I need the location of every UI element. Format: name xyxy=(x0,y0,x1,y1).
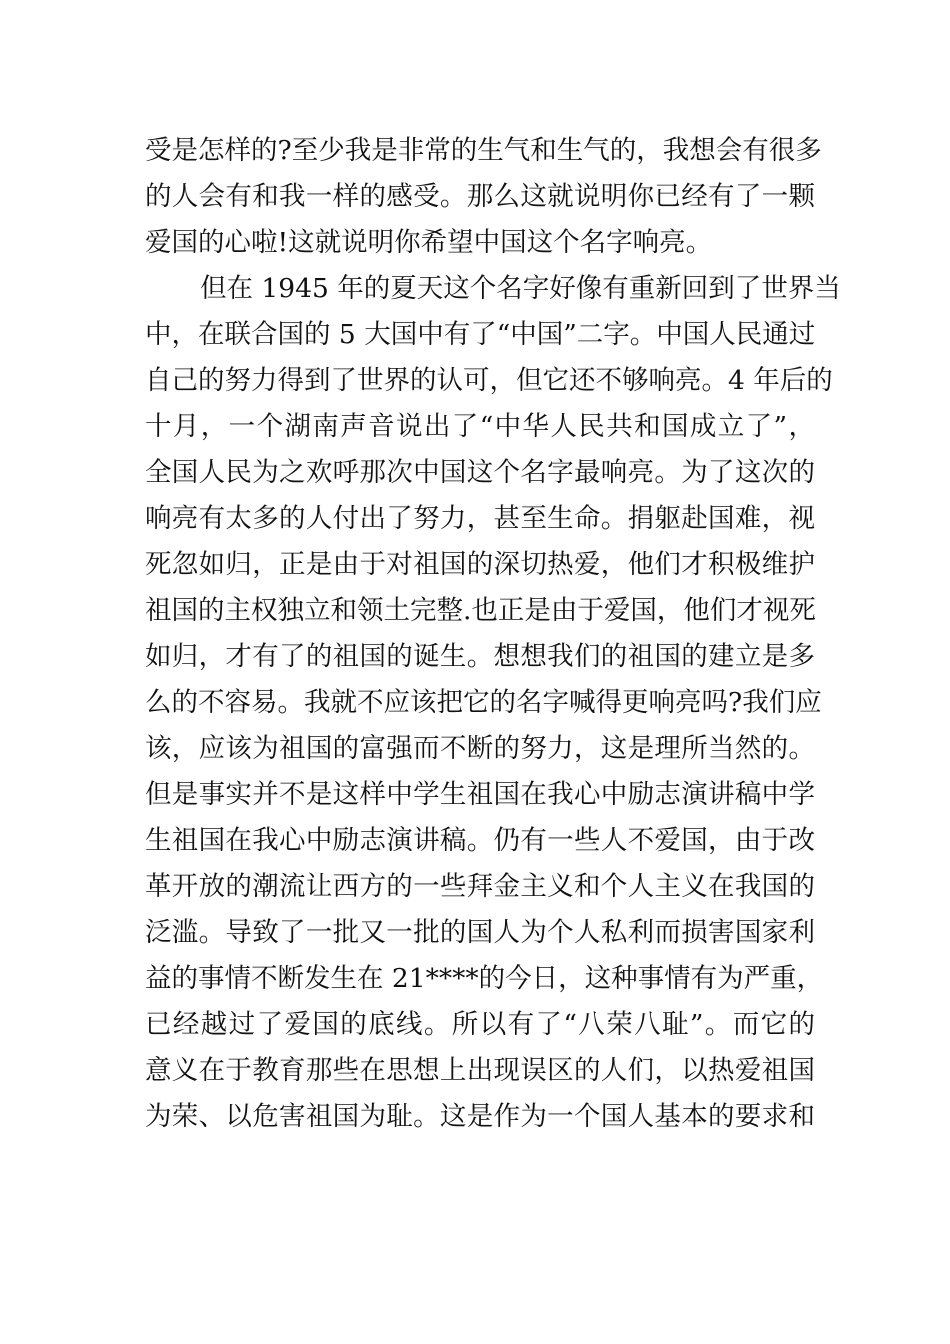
text-line: 但是事实并不是这样中学生祖国在我心中励志演讲稿中学 xyxy=(145,779,815,810)
paragraph xyxy=(145,266,841,1140)
text-line: 革开放的潮流让西方的一些拜金主义和个人主义在我国的 xyxy=(145,871,815,902)
text-line: 十月，一个湖南声音说出了“中华人民共和国成立了”， xyxy=(145,411,815,442)
body-text xyxy=(145,128,841,1140)
text-line: 全国人民为之欢呼那次中国这个名字最响亮。为了这次的 xyxy=(145,457,815,488)
text-line: 生祖国在我心中励志演讲稿。仍有一些人不爱国，由于改 xyxy=(145,825,815,856)
text-line: 的人会有和我一样的感受。那么这就说明你已经有了一颗 xyxy=(145,181,815,212)
text-line: 该，应该为祖国的富强而不断的努力，这是理所当然的。 xyxy=(145,733,815,764)
text-line: 自己的努力得到了世界的认可，但它还不够响亮。4 年后的 xyxy=(145,365,833,396)
text-line: 祖国的主权独立和领土完整.也正是由于爱国，他们才视死 xyxy=(145,595,816,626)
text-line: 受是怎样的?至少我是非常的生气和生气的，我想会有很多 xyxy=(145,135,822,166)
text-line: 中，在联合国的 5 大国中有了“中国”二字。中国人民通过 xyxy=(145,319,816,350)
text-line: 泛滥。导致了一批又一批的国人为个人私利而损害国家利 xyxy=(145,917,815,948)
text-line: 益的事情不断发生在 21****的今日，这种事情有为严重， xyxy=(145,963,824,994)
text-line: 如归，才有了的祖国的诞生。想想我们的祖国的建立是多 xyxy=(145,641,815,672)
text-line: 已经越过了爱国的底线。所以有了“八荣八耻”。而它的 xyxy=(145,1009,815,1040)
text-line: 响亮有太多的人付出了努力，甚至生命。捐躯赴国难，视 xyxy=(145,503,815,534)
text-line: 为荣、以危害祖国为耻。这是作为一个国人基本的要求和 xyxy=(145,1101,815,1132)
text-line: 爱国的心啦!这就说明你希望中国这个名字响亮。 xyxy=(145,227,713,258)
text-line: 意义在于教育那些在思想上出现误区的人们，以热爱祖国 xyxy=(145,1055,815,1086)
text-line: 但在 1945 年的夏天这个名字好像有重新回到了世界当 xyxy=(200,273,841,304)
text-line: 死忽如归，正是由于对祖国的深切热爱，他们才积极维护 xyxy=(145,549,815,580)
text-line: 么的不容易。我就不应该把它的名字喊得更响亮吗?我们应 xyxy=(145,687,822,718)
paragraph xyxy=(145,128,822,266)
